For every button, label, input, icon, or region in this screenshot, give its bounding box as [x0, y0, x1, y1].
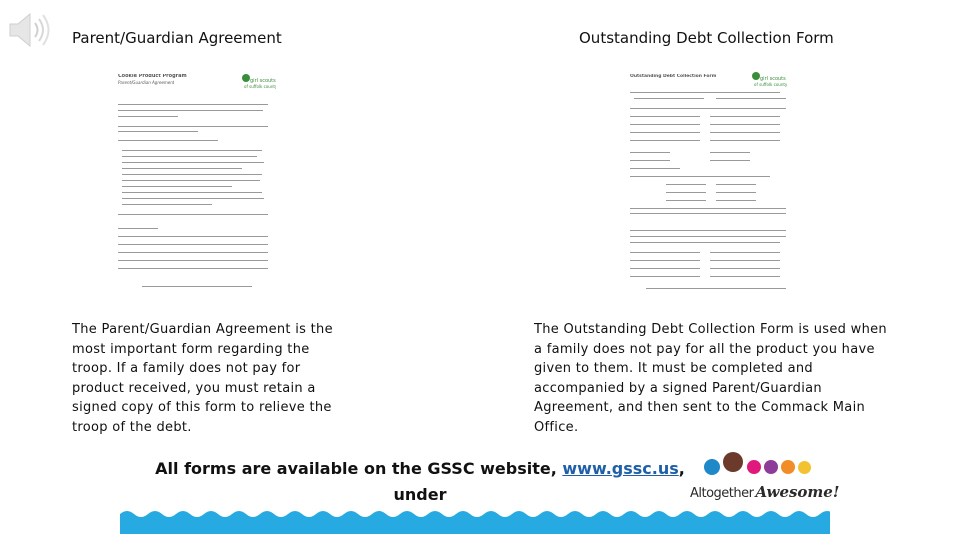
svg-text:girl scouts: girl scouts: [250, 78, 276, 84]
outstanding-debt-form-preview: [626, 68, 794, 296]
footer-prefix: All forms are available on the GSSC website,: [155, 459, 563, 478]
svg-text:of suffolk county: of suffolk county: [244, 84, 276, 89]
gssc-website-link[interactable]: www.gssc.us: [562, 459, 679, 478]
girl-scouts-logo: [232, 72, 276, 92]
brand-dot-purple: [764, 460, 778, 474]
brand-dot-pink: [747, 460, 761, 474]
left-description: The Parent/Guardian Agreement is the most important form regarding the troop. If a family does not pay for product received, you must retain a signed copy of this form to relieve the troop of the debt.: [72, 322, 333, 435]
doc-title: Cookie Product Program: [118, 74, 187, 79]
footer-line-1: [140, 456, 700, 508]
left-heading: Parent/Guardian Agreement: [72, 29, 282, 47]
brand-dot-brown: [723, 452, 743, 472]
girl-scouts-logo: [744, 70, 790, 90]
svg-text:girl scouts: girl scouts: [760, 76, 786, 82]
tagline-altogether: Altogether: [690, 486, 754, 501]
parent-guardian-agreement-preview: [112, 68, 280, 296]
svg-text:of suffolk county: of suffolk county: [754, 82, 788, 87]
doc-title: Outstanding Debt Collection Form: [630, 74, 717, 79]
right-heading: Outstanding Debt Collection Form: [579, 29, 834, 47]
right-description: The Outstanding Debt Collection Form is used when a family does not pay for all the product you have given to them. It must be completed and accompanied by a signed Parent/Guardian Agreement, and then sent to the Commack Main Office.: [534, 322, 887, 435]
brand-tagline: [690, 482, 839, 501]
brand-dot-yellow: [798, 461, 811, 474]
speaker-icon[interactable]: [6, 8, 62, 52]
doc-subtitle: Parent/Guardian Agreement: [118, 80, 175, 85]
brand-dot-blue: [704, 459, 720, 475]
brand-dot-orange: [781, 460, 795, 474]
altogether-awesome-logo: [688, 450, 838, 512]
footer-suffix: , under: [393, 459, 685, 504]
bottom-wave-banner: [120, 508, 830, 534]
tagline-awesome: Awesome!: [755, 483, 840, 501]
